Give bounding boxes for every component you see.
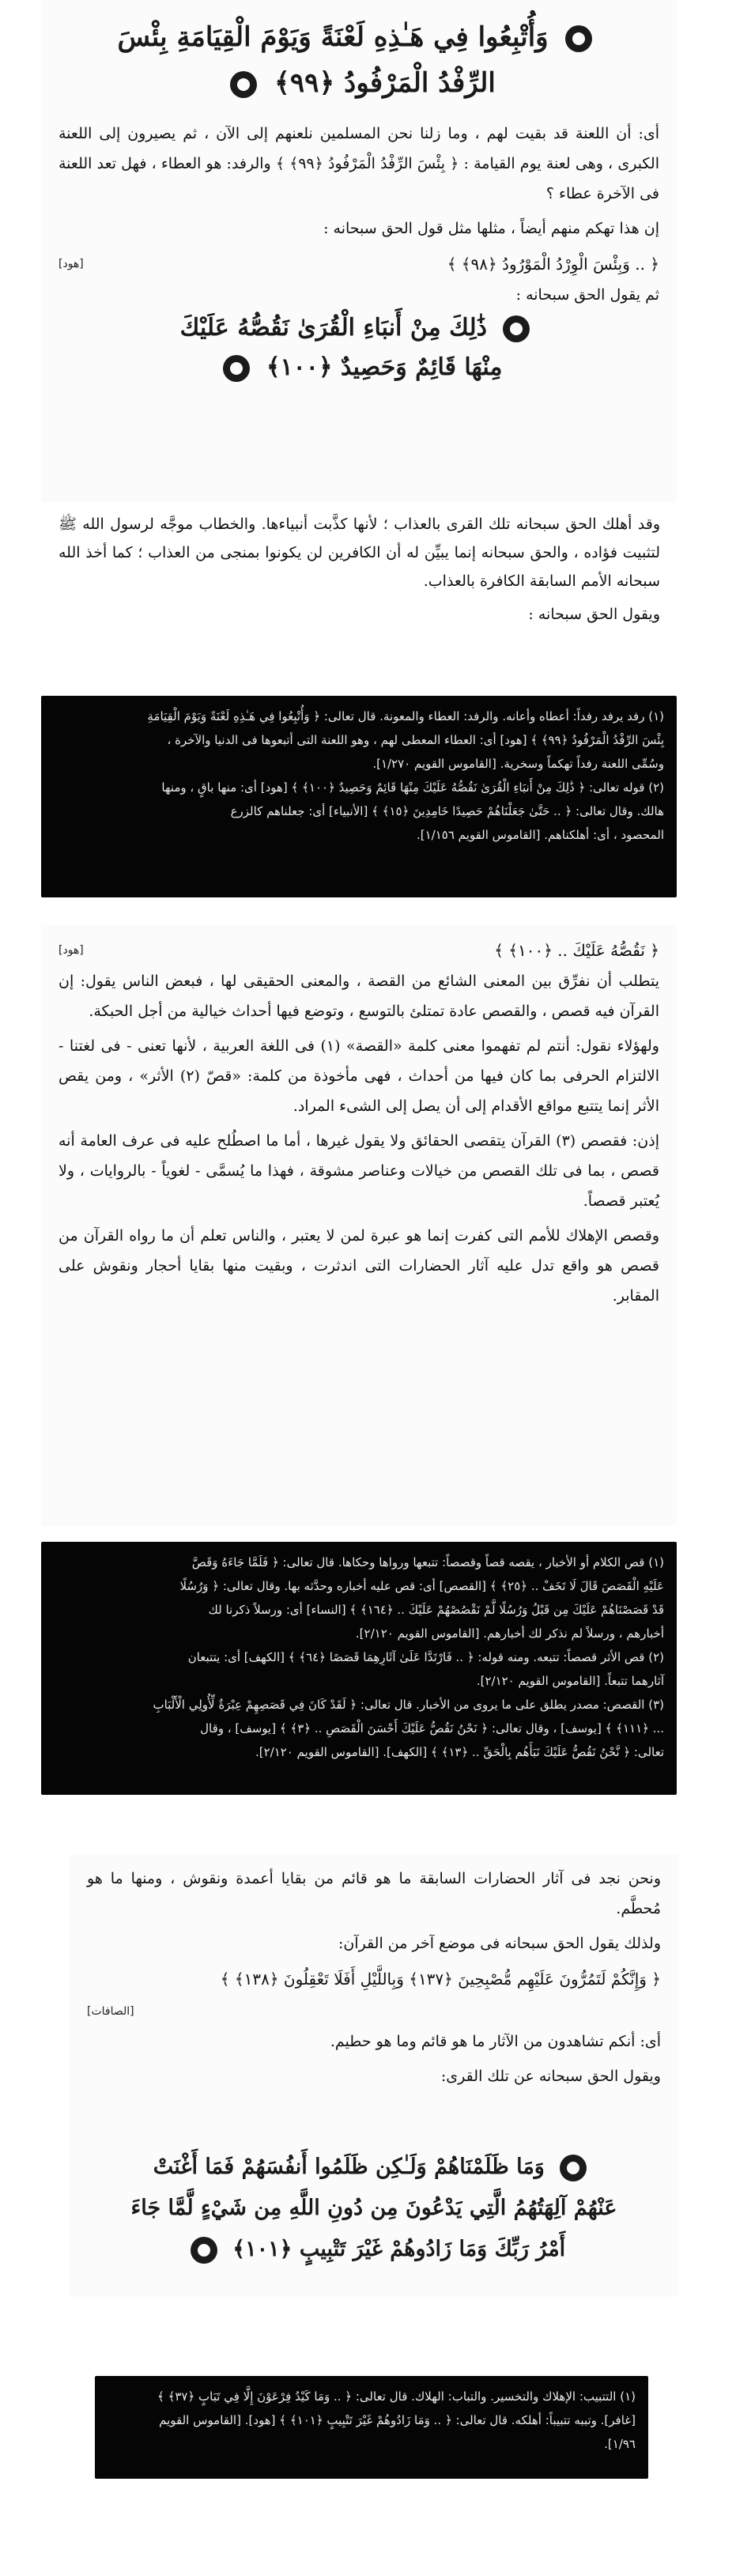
footnote-block-3 [95,2376,648,2479]
body-text-1b [59,510,660,633]
footnote-line: المحصود ، أى: أهلكناهم. [القاموس القويم ١/١٥٦]. [416,828,664,842]
footnote-line: آثارهما تتبعاً. [القاموس القويم ٢/١٢٠]. [476,1674,664,1688]
verse-text: مِنْهَا قَائِمٌ وَحَصِيدٌ ﴿١٠٠﴾ [266,353,503,381]
footnote-line: (٢) قص الأثر قصصاً: تتبعه. ومنه قوله: ﴿ .. فَارْتَدَّا عَلَىٰ آثَارِهِمَا قَصَصًا ﴿٦٤﴾ ﴾ [الكهف] أى: يتتبعان [187,1650,664,1664]
verse-heading-2 [73,308,645,387]
body-text-1 [59,119,659,315]
verse-text: عَنْهُمْ آلِهَتُهُمُ الَّتِي يَدْعُونَ مِن دُونِ اللَّهِ مِن شَيْءٍ لَّمَّا جَاءَ [130,2196,617,2220]
verse-ornament-icon [191,2237,217,2264]
footnote-line: عَلَيْهِ الْقَصَصَ قَالَ لَا تَخَفْ .. ﴿٢٥﴾ ﴾ [القصص] أى: قص عليه أخباره وحدَّثه بها. وقال تعالى: ﴿ وَرُسُلًا [179,1579,664,1593]
inline-verse [59,935,659,966]
surah-reference: [هود] [59,944,84,957]
verse-text: ﴿ نَقُصُّهُ عَلَيْكَ .. ﴿١٠٠﴾ ﴾ [494,941,659,960]
verse-ornament-icon [560,2155,587,2181]
footnote-line: (١) قص الكلام أو الأخبار ، يقصه قصاً وقصصاً: تتبعها ورواها وحكاها. قال تعالى: ﴿ فَلَمَّا جَاءَهُ وَقَصَّ [191,1555,664,1569]
paragraph: أى: أنكم تشاهدون من الآثار ما هو قائم وما هو حطيم. [330,2033,661,2050]
footnote-line: (٣) القصص: مصدر يطلق على ما يروى من الأخبار. قال تعالى: ﴿ لَقَدْ كَانَ فِي قَصَصِهِمْ عِبْرَةٌ لِّأُولِي الْأَلْبَابِ [153,1698,664,1712]
verse-text: وَأُتْبِعُوا فِي هَـٰذِهِ لَعْنَةً وَيَوْمَ الْقِيَامَةِ بِئْسَ [117,21,549,53]
paragraph: وقد أهلك الحق سبحانه تلك القرى بالعذاب ؛ لأنها كذَّبت أنبياءها. والخطاب موجَّه لرسول الله ﷺ لتثبيت فؤاده ، والحق سبحانه إنما يبيِّن له أن الكافرين لن يكونوا بمنجى من العذاب ؛ كما أخذ الله سبحانه الأمم السابقة الكافرة بالعذاب. [59,516,660,590]
verse-ornament-icon [565,25,592,52]
body-text-2 [59,935,659,1316]
footnote-line: هالك. وقال تعالى: ﴿ .. حَتَّىٰ جَعَلْنَاهُمْ حَصِيدًا خَامِدِينَ ﴿١٥﴾ ﴾ [الأنبياء] أى: جعلناهم كالزرع [230,804,664,818]
verse-text: أَمْرُ رَبِّكَ وَمَا زَادُوهُمْ غَيْرَ تَتْبِيبٍ ﴿١٠١﴾ [232,2237,566,2261]
paragraph: ويقول الحق سبحانه عن تلك القرى: [440,2068,661,2085]
paragraph: ولذلك يقول الحق سبحانه فى موضع آخر من القرآن: [338,1935,661,1952]
footnote-line: تعالى: ﴿ نَّحْنُ نَقُصُّ عَلَيْكَ نَبَأَهُم بِالْحَقِّ .. ﴿١٣﴾ ﴾ [الكهف]. [القاموس القويم ٢/١٢٠]. [255,1745,664,1759]
verse-text: ذَٰلِكَ مِنْ أَنبَاءِ الْقُرَىٰ نَقُصُّهُ عَلَيْكَ [179,314,487,342]
footnote-line: [غافر]. وتببه تتبيباً: أهلكه. قال تعالى: ﴿ .. وَمَا زَادُوهُمْ غَيْرَ تَتْبِيبٍ ﴿١٠١﴾ ﴾ [هود]. [القاموس القويم [159,2413,636,2427]
verse-text: ﴿ وَإِنَّكُمْ لَتَمُرُّونَ عَلَيْهِم مُّصْبِحِينَ ﴿١٣٧﴾ وَبِاللَّيْلِ أَفَلَا تَعْقِلُونَ ﴿١٣٨﴾ ﴾ [220,1970,661,1989]
verse-block-3 [85,2147,662,2270]
verse-ornament-icon [223,355,250,382]
footnote-line: ... ﴿١١١﴾ ﴾ [يوسف] ، وقال تعالى: ﴿ نَحْنُ نَقُصُّ عَلَيْكَ أَحْسَنَ الْقَصَصِ .. ﴿٣﴾ ﴾ [يوسف] ، وقال [200,1721,664,1736]
page-scan-1 [41,0,677,502]
verse-heading-1 [73,14,645,106]
footnote-line: (١) التتبيب: الإهلاك والتخسير. والتباب: الهلاك. قال تعالى: ﴿ .. وَمَا كَيْدُ فِرْعَوْنَ إِلَّا فِي تَبَابٍ ﴿٣٧﴾ ﴾ [157,2389,636,2404]
paragraph: إن هذا تهكم منهم أيضاً ، مثلها مثل قول الحق سبحانه : [323,220,659,237]
verse-text: الرِّفْدُ الْمَرْفُودُ ﴿٩٩﴾ [274,67,496,99]
paragraph: وقصص الإهلاك للأمم التى كفرت إنما هو عبرة لمن لا يعتبر ، والناس تعلم أن ما رواه القرآن من قصص هو واقع تدل عليه آثار الحضارات التى اندثرت ، وبقيت منها بقايا أحجار ونقوش على المقابر. [59,1227,659,1305]
inline-verse [87,1963,661,1995]
footnote-line: (٢) قوله تعالى: ﴿ ذَٰلِكَ مِنْ أَنبَاءِ الْقُرَىٰ نَقُصُّهُ عَلَيْكَ مِنْهَا قَائِمٌ وَحَصِيدٌ ﴿١٠٠﴾ ﴾ [هود] أى: منها باقٍ ، ومنها [161,780,664,795]
verse-text: وَمَا ظَلَمْنَاهُمْ وَلَـٰكِن ظَلَمُوا أَنفُسَهُمْ فَمَا أَغْنَتْ [153,2155,545,2179]
footnote-block-2 [41,1542,677,1795]
paragraph: يتطلب أن نفرِّق بين المعنى الشائع من القصة ، والمعنى الحقيقى لها ، فبعض الناس يقول: إن القرآن فيه قصص ، والقصص عادة تمتلئ بالتوسع ، وتوضع فيها أحداث خيالية من أجل الحبكة. [59,973,659,1020]
footnote-line: (١) رفد يرفد رفداً: أعطاه وأعانه. والرفد: العطاء والمعونة. قال تعالى: ﴿ وَأُتْبِعُوا فِي هَـٰذِهِ لَعْنَةً وَيَوْمَ الْقِيَامَةِ [147,709,664,723]
surah-reference: [هود] [59,258,84,270]
inline-verse [59,248,659,280]
verse-ornament-icon [503,315,530,342]
footnote-line: ١/٩٦]. [604,2437,636,2451]
footnote-line: وسُمِّى اللعنة رفداً تهكماً وسخرية. [القاموس القويم ١/٢٧٠]. [372,757,664,771]
page-scan-2 [41,925,677,1526]
footnote-block-1 [41,696,677,897]
paragraph: إذن: فقصص (٣) القرآن يتقصى الحقائق ولا يقول غيرها ، أما ما اصطُلح عليه فى عرف العامة أنه قصص ، بما فى تلك القصص من خيالات وعناصر مشوقة ، فهذا ما يُسمَّى - لغوياً - بالروايات ، ولا يُعتبر قصصاً. [59,1132,659,1210]
page-scan-3 [70,1854,678,2297]
surah-reference: [الصافات] [87,2005,134,2018]
paragraph: ونحن نجد فى آثار الحضارات السابقة ما هو قائم من بقايا أعمدة ونقوش ، ومنها ما هو مُحطَّم. [87,1870,661,1917]
verse-ornament-icon [230,71,257,98]
footnote-line: بِئْسَ الرِّفْدُ الْمَرْفُودُ ﴿٩٩﴾ ﴾ [هود] أى: العطاء المعطى لهم ، وهو اللعنة التى أتبعوها فى الدنيا والآخرة ، [167,733,664,747]
paragraph: ولهؤلاء نقول: أنتم لم تفهموا معنى كلمة «القصة» (١) فى اللغة العربية ، لأنها تعنى - فى لغتنا - الالتزام الحرفى بما كان فيها من أحداث ، فهى مأخوذة من كلمة: «قصّ (٢) الأثر» ، ومن يقص الأثر إنما يتتبع مواقع الأقدام إلى أن يصل إلى الشىء المراد. [59,1037,659,1115]
body-text-3 [87,1864,661,2096]
footnote-line: أخبارهم ، ورسلاً لم نذكر لك أخبارهم. [القاموس القويم ٢/١٢٠]. [355,1626,664,1641]
paragraph: ويقول الحق سبحانه : [528,606,660,623]
paragraph: ثم يقول الحق سبحانه : [515,286,659,304]
footnote-line: قَدْ قَصَصْنَاهُمْ عَلَيْكَ مِن قَبْلُ وَرُسُلًا لَّمْ نَقْصُصْهُمْ عَلَيْكَ .. ﴿١٦٤﴾ ﴾ [النساء] أى: ورسلاً ذكرنا لك [208,1603,664,1617]
verse-text: ﴿ .. وَبِئْسَ الْوِرْدُ الْمَوْرُودُ ﴿٩٨﴾ ﴾ [447,255,659,274]
paragraph: أى: أن اللعنة قد بقيت لهم ، وما زلنا نحن المسلمين نلعنهم إلى الآن ، ثم يصيرون إلى اللعنة الكبرى ، وهى لعنة يوم القيامة : ﴿ بِئْسَ الرِّفْدُ الْمَرْفُودُ ﴿٩٩﴾ ﴾ والرفد: هو العطاء ، فهل تعد اللعنة فى الآخرة عطاء ؟ [59,125,659,202]
